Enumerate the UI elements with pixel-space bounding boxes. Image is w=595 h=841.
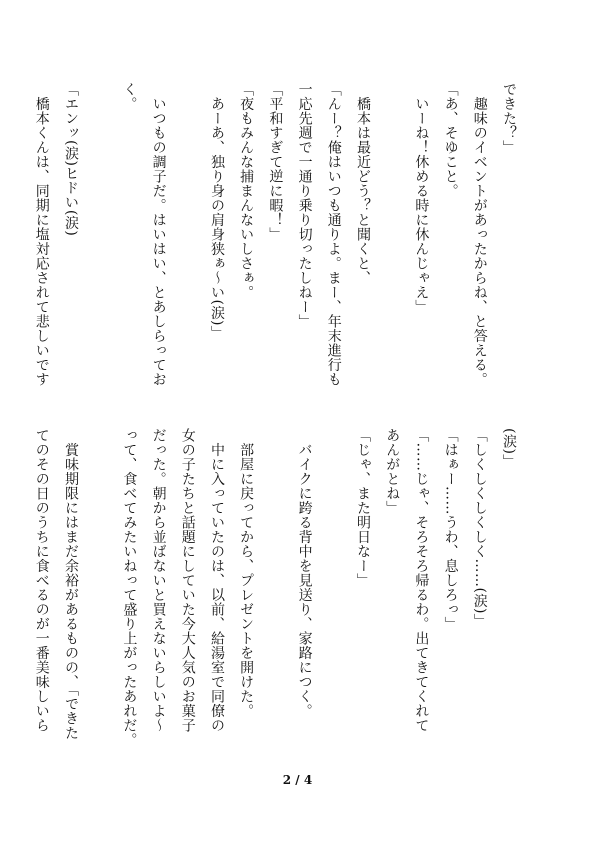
text-line: 「平和すぎて逆に暇！」 [267, 82, 284, 242]
text-line: だった。朝から並ばないと買えないらしいよ〜 [150, 428, 167, 733]
text-line: 橋本は最近どう？と聞くと、 [354, 82, 371, 285]
paragraph-gap [377, 82, 406, 412]
text-line: く。 [121, 82, 138, 111]
text-line: いつもの調子だ。はいはい、とあしらってお [150, 82, 167, 387]
text-line: バイクに跨る背中を見送り、家路につく。 [296, 428, 313, 718]
text-line: 中に入っていたのは、以前、給湯室で同僚の [208, 428, 225, 733]
text-line: 「あ、そゆこと。 [442, 82, 459, 198]
text-line: 「はぁー……うわ、息しろっ」 [442, 428, 459, 631]
page-number: 2 / 4 [282, 773, 313, 787]
text-line: 「夜もみんな捕まんないしさぁ。 [238, 82, 255, 300]
text-line: 部屋に戻ってから、プレゼントを開けた。 [238, 428, 255, 718]
text-line: 橋本くんは、同期に塩対応されて悲しいです [33, 82, 50, 387]
text-line: できた？」 [501, 82, 517, 155]
text-line: (涙)」 [501, 428, 517, 469]
text-line: 「じゃ、また明日なー」 [354, 428, 371, 588]
paragraph-gap [85, 428, 114, 758]
text-line: いーね！休める時に休んじゃえ」 [413, 82, 430, 314]
paragraph-gap [319, 428, 348, 758]
text-line: 趣味のイベントがあったからね、と答える。 [471, 82, 488, 387]
text-block-top [33, 82, 523, 412]
text-line: てのその日のうちに食べるのが一番美味しいら [33, 428, 50, 733]
text-line: 「……じゃ、そろそろ帰るわ。出てきてくれて [413, 428, 430, 733]
paragraph-gap [173, 82, 202, 412]
paragraph-gap [85, 82, 114, 412]
text-line: 「しくしくしくしく……(涙)」 [471, 428, 488, 629]
text-line: 賞味期限にはまだ余裕があるものの、「できた [62, 428, 79, 740]
text-line: 「エンッ(涙)ヒドい(涙) [62, 82, 79, 237]
text-block-bottom [33, 428, 523, 758]
text-line: あんがとね」 [384, 428, 401, 515]
text-line: って、食べてみたいねって盛り上がったあれだ。 [121, 428, 138, 747]
text-line: 一応先週で一通り乗り切ったしねー」 [296, 82, 313, 329]
text-line: 「んー？俺はいつも通りよ。まー、年末進行も [325, 82, 342, 387]
text-line: 女の子たちと話題にしていた今大人気のお菓子 [179, 428, 196, 733]
text-line: あーあ、独り身の肩身狭ぁ〜い(涙)」 [208, 82, 225, 341]
paragraph-gap [260, 428, 289, 758]
